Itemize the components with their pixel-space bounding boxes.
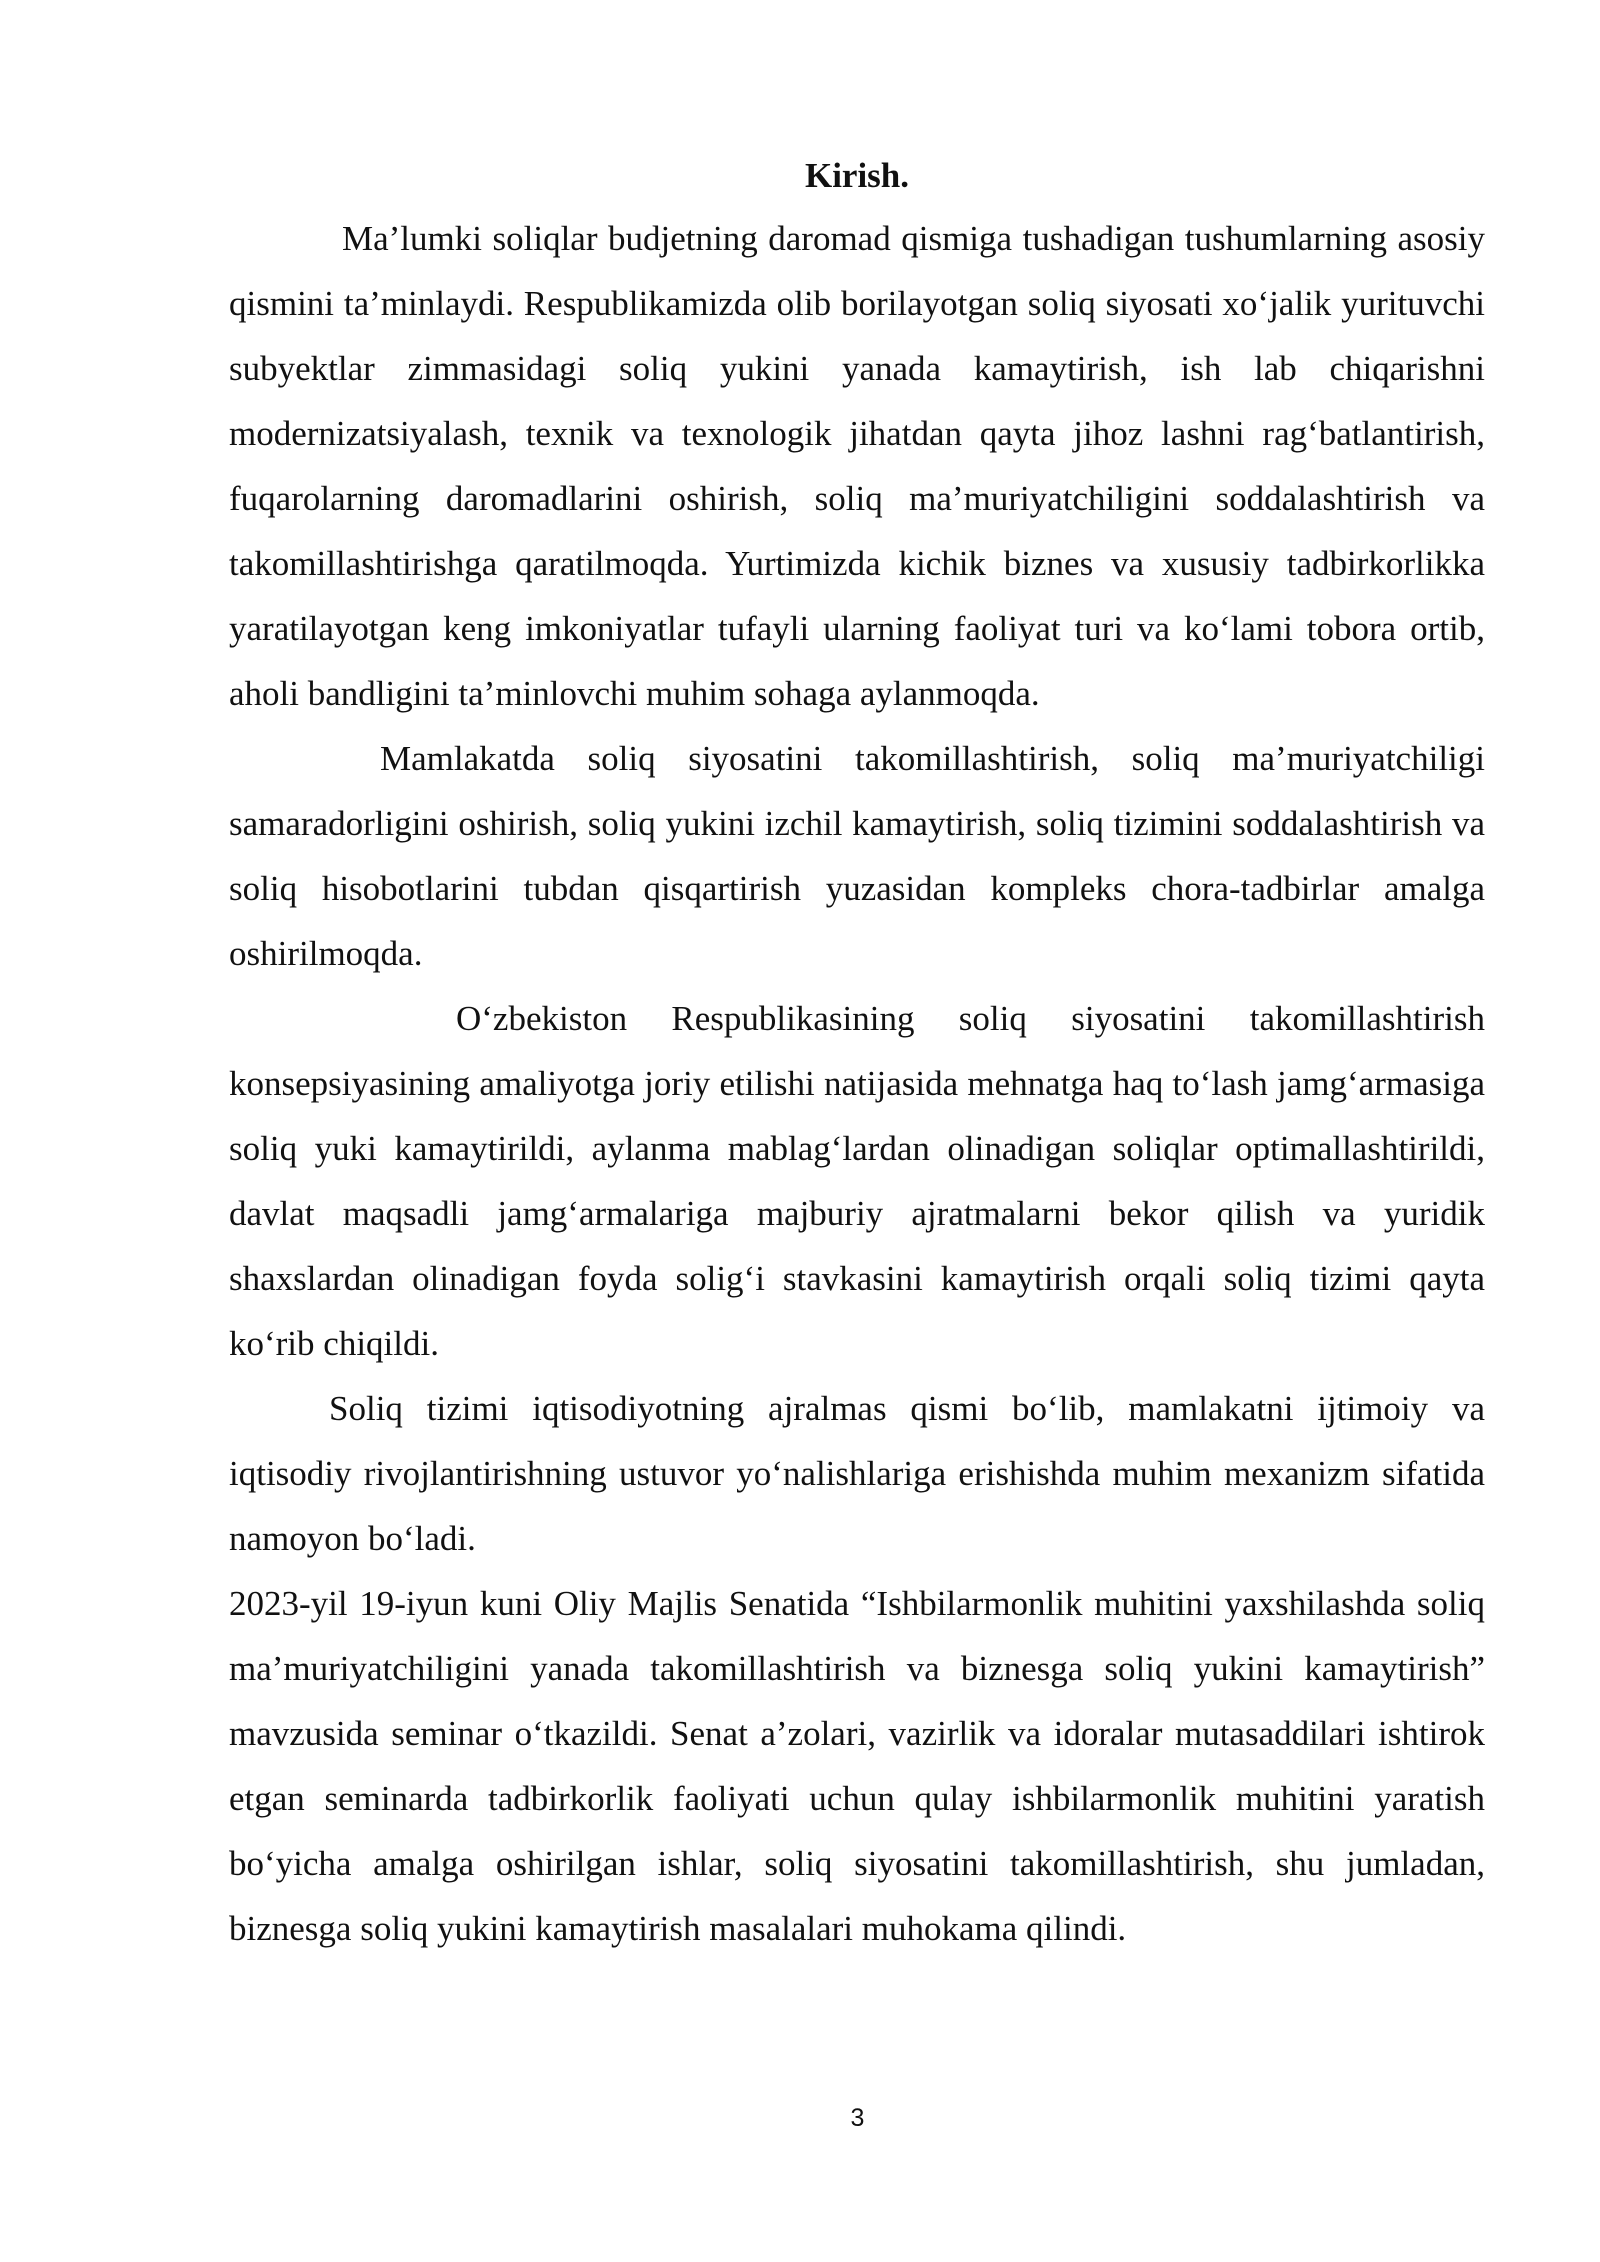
paragraph-5: 2023-yil 19-iyun kuni Oliy Majlis Senatida “Ishbilarmonlik muhitini yaxshilashda soliq ma’muriyatchiligini yanada takomillashtirish va biznesga soliq yukini kamaytirish” mavzusida seminar o‘tkazildi. Senat a’zolari, vazirlik va idoralar mutasaddilari ishtirok etgan seminarda tadbirkorlik faoliyati uchun qulay ishbilarmonlik muhitini yaratish bo‘yicha amalga oshirilgan ishlar, soliq siyosatini takomillashtirish, shu jumladan, biznesga soliq yukini kamaytirish masalalari muhokama qilindi. [229, 1584, 1485, 1948]
text-column [229, 146, 1485, 1961]
section-heading: Kirish. [804, 156, 910, 195]
paragraph-2: Mamlakatda soliq siyosatini takomillashtirish, soliq ma’muriyatchiligi samaradorligini oshirish, soliq yukini izchil kamaytirish, soliq tizimini soddalashtirish va soliq hisobotlarini tubdan qisqartirish yuzasidan kompleks chora-tadbirlar amalga oshirilmoqda. [229, 739, 1485, 973]
paragraph-3: O‘zbekiston Respublikasining soliq siyosatini takomillashtirish konsepsiyasining amaliyotga joriy etilishi natijasida mehnatga haq to‘lash jamg‘armasiga soliq yuki kamaytirildi, aylanma mablag‘lardan olinadigan soliqlar optimallashtirildi, davlat maqsadli jamg‘armalariga majburiy ajratmalarni bekor qilish va yuridik shaxslardan olinadigan foyda solig‘i stavkasini kamaytirish orqali soliq tizimi qayta ko‘rib chiqildi. [229, 999, 1485, 1363]
paragraph-4: Soliq tizimi iqtisodiyotning ajralmas qismi bo‘lib, mamlakatni ijtimoiy va iqtisodiy rivojlantirishning ustuvor yo‘nalishlariga erishishda muhim mexanizm sifatida namoyon bo‘ladi. [229, 1389, 1485, 1558]
page-number: 3 [850, 2104, 865, 2132]
paragraph-1: Ma’lumki soliqlar budjetning daromad qismiga tushadigan tushumlarning asosiy qismini ta’minlaydi. Respublikamizda olib borilayotgan soliq siyosati xo‘jalik yurituvchi subyektlar zimmasidagi soliq yukini yanada kamaytirish, ish lab chiqarishni modernizatsiyalash, texnik va texnologik jihatdan qayta jihoz lashni rag‘batlantirish, fuqarolarning daromadlarini oshirish, soliq ma’muriyatchiligini soddalashtirish va takomillashtirishga qaratilmoqda. Yurtimizda kichik biznes va xususiy tadbirkorlikka yaratilayotgan keng imkoniyatlar tufayli ularning faoliyat turi va ko‘lami tobora ortib, aholi bandligini ta’minlovchi muhim sohaga aylanmoqda. [229, 219, 1485, 713]
